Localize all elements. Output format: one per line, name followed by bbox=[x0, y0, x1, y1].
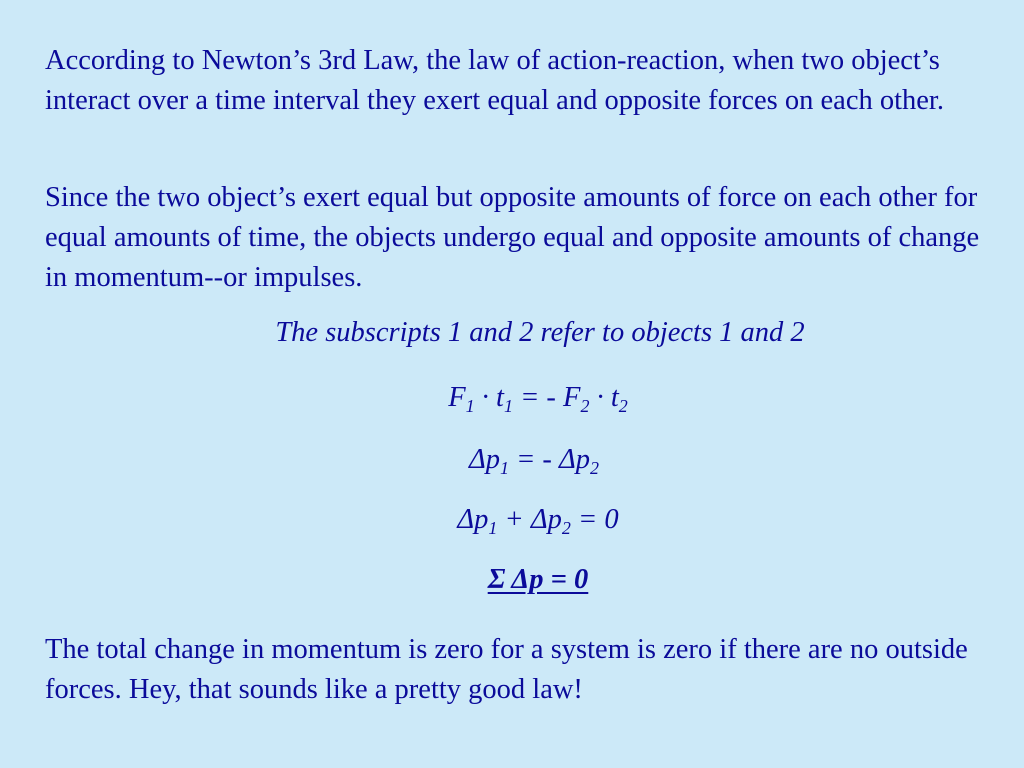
eq3-sub-a: 1 bbox=[488, 518, 498, 538]
eq2-sub-b: 2 bbox=[590, 458, 600, 478]
eq1-sub-b: 1 bbox=[503, 396, 513, 416]
eq1-part-c: = - F bbox=[512, 382, 581, 413]
eq3-part-b: + Δp bbox=[497, 504, 562, 535]
eq1-part-d: · t bbox=[589, 382, 619, 413]
conservation-law-text: Σ Δp = 0 bbox=[487, 564, 589, 595]
equation-force-time bbox=[26, 380, 1024, 416]
eq1-sub-a: 1 bbox=[465, 396, 475, 416]
intro-paragraph: According to Newton’s 3rd Law, the law of action-reaction, when two object’s interact over a time interval they exert equal and opposite forces on each other. bbox=[45, 45, 944, 116]
eq2-part-b: = - Δp bbox=[508, 444, 591, 475]
eq3-part-a: Δp bbox=[457, 504, 489, 535]
equation-momentum-change bbox=[22, 442, 1024, 478]
eq3-part-c: = 0 bbox=[570, 504, 619, 535]
eq2-sub-a: 1 bbox=[499, 458, 509, 478]
eq3-sub-b: 2 bbox=[561, 518, 571, 538]
eq1-sub-d: 2 bbox=[618, 396, 628, 416]
subscript-note: The subscripts 1 and 2 refer to objects 1 and 2 bbox=[275, 317, 805, 348]
equation-momentum-sum bbox=[26, 502, 1024, 538]
equation-conservation bbox=[26, 562, 1024, 598]
explanation-paragraph: Since the two object’s exert equal but opposite amounts of force on each other for equal amounts of time, the objects undergo equal and opposite amounts of change in momentum--or impulses. bbox=[45, 182, 980, 293]
eq1-part-b: · t bbox=[474, 382, 504, 413]
eq1-part-a: F bbox=[448, 382, 466, 413]
conclusion-paragraph: The total change in momentum is zero for a system is zero if there are no outside forces. Hey, that sounds like a pretty good law! bbox=[45, 634, 968, 705]
eq2-part-a: Δp bbox=[468, 444, 500, 475]
eq1-sub-c: 2 bbox=[580, 396, 590, 416]
